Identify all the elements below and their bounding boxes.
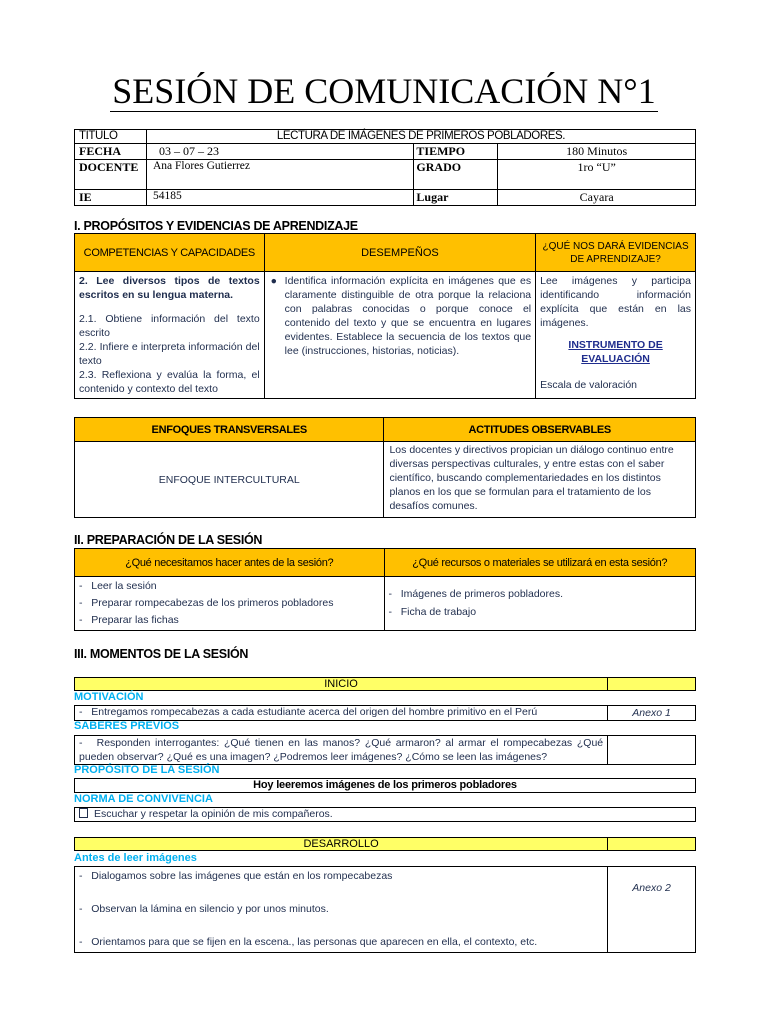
- norma-text: Escuchar y respetar la opinión de mis compañeros.: [75, 808, 696, 822]
- desarrollo-header: DESARROLLO: [75, 838, 608, 851]
- actitudes-header: ACTITUDES OBSERVABLES: [384, 418, 696, 442]
- checkbox-icon: [79, 808, 88, 818]
- instrumento-text: Escala de valoración: [540, 379, 638, 391]
- recurso-item-2: - Ficha de trabajo: [388, 606, 477, 618]
- competencia-text: 2. Lee diversos tipos de textos escritos en su lengua materna.: [79, 275, 260, 301]
- desarrollo-table: [74, 866, 696, 953]
- desempenos-cell: [264, 272, 535, 399]
- capacidad-3: 2.3. Reflexiona y evalúa la forma, el contenido y contexto del texto: [79, 369, 260, 395]
- saberes-label: SABERES PREVIOS: [74, 720, 180, 732]
- capacidad-2: 2.2. Infiere e interpreta información del texto: [79, 341, 260, 367]
- proposito-table: [74, 778, 696, 793]
- desarrollo-header-table: [74, 837, 696, 851]
- grado-value: 1ro “U”: [498, 160, 696, 190]
- desempeno-text: Identifica información explícita en imágenes que es claramente distinguible de otra porque la relaciona con palabras conocidas o porque conoce el contenido del texto y que se encuentra en lugares evidentes. Establece la secuencia de los textos que lee (instrucciones, historias, noticias).: [284, 275, 532, 357]
- actitud-text: Los docentes y directivos propician un diálogo continuo entre diversas perspectivas culturales, y entre estas con el saber científico, buscando complementariedades en los distintos planos en los que se formulan para el tratamiento de los desafíos comunes.: [384, 442, 696, 518]
- page-title: SESIÓN DE COMUNICACIÓN N°1: [112, 71, 656, 111]
- desarrollo-cell: [75, 867, 608, 953]
- desempenos-header: DESEMPEÑOS: [264, 234, 535, 272]
- motivacion-table: [74, 705, 696, 721]
- fecha-label: FECHA: [75, 144, 147, 160]
- instrumento-label: INSTRUMENTO DE EVALUACIÓN: [568, 339, 663, 365]
- desarrollo-item-2: - Observan la lámina en silencio y por unos minutos.: [79, 903, 329, 915]
- inicio-header-blank: [608, 678, 696, 691]
- section2-heading: II. PREPARACIÓN DE LA SESIÓN: [74, 533, 263, 547]
- ie-value: 54185: [146, 190, 413, 206]
- evidencias-cell: [536, 272, 696, 399]
- docente-label: DOCENTE: [75, 160, 147, 190]
- enfoque-intercultural: ENFOQUE INTERCULTURAL: [75, 442, 384, 518]
- tiempo-value: 180 Minutos: [498, 144, 696, 160]
- competencias-cell: [75, 272, 265, 399]
- anexo-1: Anexo 1: [608, 706, 696, 721]
- desarrollo-item-1: - Dialogamos sobre las imágenes que están en los rompecabezas: [79, 870, 393, 882]
- info-table: [74, 129, 696, 206]
- lugar-value: Cayara: [498, 190, 696, 206]
- enfoques-table: [74, 417, 696, 518]
- section3-heading: III. MOMENTOS DE LA SESIÓN: [74, 647, 249, 661]
- norma-table: [74, 807, 696, 822]
- recurso-item-1: - Imágenes de primeros pobladores.: [388, 588, 564, 600]
- evidencia-text: Lee imágenes y participa identificando información explícita que están en las imágenes.: [540, 275, 691, 329]
- preparation-table: [74, 548, 696, 631]
- desarrollo-item-3: - Orientamos para que se fijen en la escena., las personas que aparecen en ella, el contexto, etc.: [79, 936, 538, 948]
- antes-cell: [75, 577, 385, 631]
- grado-label: GRADO: [414, 160, 498, 190]
- motivacion-text: - Entregamos rompecabezas a cada estudiante acerca del origen del hombre primitivo en el Perú: [75, 706, 608, 721]
- proposito-label: PROPÓSITO DE LA SESIÓN: [74, 764, 220, 776]
- section1-heading: I. PROPÓSITOS Y EVIDENCIAS DE APRENDIZAJE: [74, 219, 358, 233]
- tiempo-label: TIEMPO: [414, 144, 498, 160]
- desarrollo-header-blank: [608, 838, 696, 851]
- saberes-blank: [608, 736, 696, 765]
- titulo-value: LECTURA DE IMÁGENES DE PRIMEROS POBLADORES.: [146, 130, 695, 144]
- saberes-table: [74, 735, 696, 765]
- antes-header: ¿Qué necesitamos hacer antes de la sesión?: [75, 549, 385, 577]
- motivacion-label: MOTIVACIÓN: [74, 691, 144, 703]
- antes-item-2: - Preparar rompecabezas de los primeros pobladores: [79, 597, 334, 609]
- recursos-cell: [384, 577, 695, 631]
- fecha-value: 03 – 07 – 23: [146, 144, 413, 160]
- norma-label: NORMA DE CONVIVENCIA: [74, 793, 213, 805]
- antes-item-1: - Leer la sesión: [79, 580, 157, 592]
- recursos-header: ¿Qué recursos o materiales se utilizará en esta sesión?: [384, 549, 695, 577]
- bullet-icon: ●: [270, 275, 278, 287]
- proposito-text: Hoy leeremos imágenes de los primeros pobladores: [75, 779, 696, 793]
- anexo-2: Anexo 2: [608, 867, 696, 953]
- enfoques-header: ENFOQUES TRANSVERSALES: [75, 418, 384, 442]
- inicio-header: INICIO: [75, 678, 608, 691]
- evidencias-header: ¿QUÉ NOS DARÁ EVIDENCIAS DE APRENDIZAJE?: [536, 234, 696, 272]
- docente-value: Ana Flores Gutierrez: [146, 160, 413, 190]
- competencias-header: COMPETENCIAS Y CAPACIDADES: [75, 234, 265, 272]
- purposes-table: [74, 233, 696, 399]
- antes-leer-label: Antes de leer imágenes: [74, 852, 197, 864]
- saberes-text: - Responden interrogantes: ¿Qué tienen en las manos? ¿Qué armaron? al armar el rompecabezas ¿Qué pueden observar? ¿Qué es una imagen? ¿Podremos leer imágenes? ¿Cómo se leen las imágenes?: [75, 736, 608, 765]
- inicio-header-table: [74, 677, 696, 691]
- titulo-label: TITULO: [75, 130, 147, 144]
- ie-label: IE: [75, 190, 147, 206]
- lugar-label: Lugar: [414, 190, 498, 206]
- antes-item-3: - Preparar las fichas: [79, 614, 179, 626]
- capacidad-1: 2.1. Obtiene información del texto escrito: [79, 313, 260, 339]
